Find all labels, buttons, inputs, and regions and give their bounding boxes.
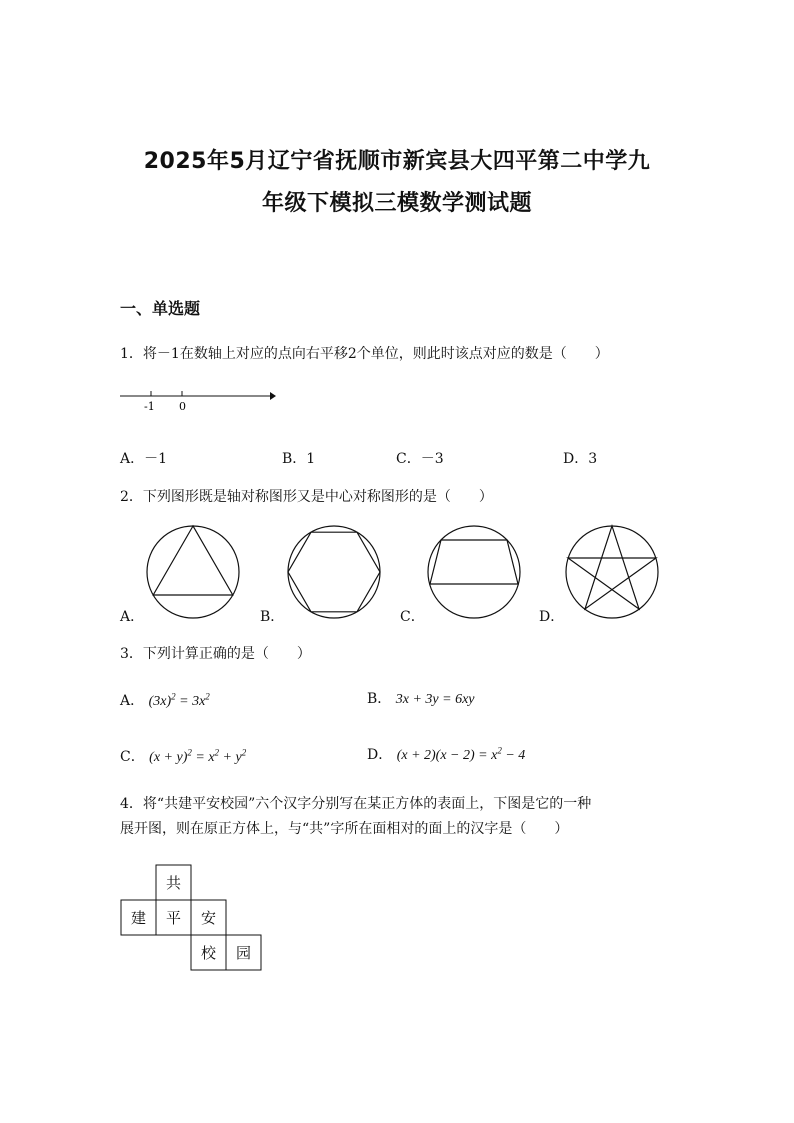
option-value: 1 xyxy=(306,451,316,467)
circle-star-figure[interactable] xyxy=(564,524,660,620)
q2-option-c-label[interactable]: C． xyxy=(400,609,425,625)
option-letter: B． xyxy=(367,691,392,707)
q3-option-d[interactable] xyxy=(367,744,525,764)
question-1-text: 1．将－1在数轴上对应的点向右平移2个单位，则此时该点对应的数是（ ） xyxy=(120,346,609,362)
q1-option-a[interactable] xyxy=(120,448,167,468)
net-cell-yuan: 园 xyxy=(236,944,252,962)
option-letter: B． xyxy=(282,451,307,467)
page-title-line-2: 年级下模拟三模数学测试题 xyxy=(261,191,532,216)
question-4-text-line-1: 4．将“共建平安校园”六个汉字分别写在某正方体的表面上，下图是它的一种 xyxy=(120,796,592,812)
net-cell-gong: 共 xyxy=(166,874,182,892)
option-letter: D． xyxy=(563,451,589,467)
formula-a: $(3x)^2 = 3x^2$ xyxy=(148,691,210,709)
question-3-text: 3．下列计算正确的是（ ） xyxy=(120,646,311,662)
axis-label-minus-1: -1 xyxy=(144,400,155,413)
net-cell-jian: 建 xyxy=(131,909,147,927)
option-letter: C． xyxy=(396,451,421,467)
option-letter: D． xyxy=(367,747,393,763)
option-value: －1 xyxy=(144,451,168,467)
circle-trapezoid-figure[interactable] xyxy=(426,524,522,620)
section-heading: 一、单选题 xyxy=(120,299,201,318)
cube-net xyxy=(120,864,264,974)
circle-triangle-figure[interactable] xyxy=(145,524,241,620)
option-letter: C． xyxy=(120,749,145,765)
option-letter: A． xyxy=(120,693,145,709)
formula-d: $(x + 2)(x - 2) = x^2 - 4$ xyxy=(396,745,526,763)
q2-option-d-label[interactable]: D． xyxy=(539,609,565,625)
formula-c: $(x + y)^2 = x^2 + y^2$ xyxy=(149,747,247,765)
net-cell-xiao: 校 xyxy=(201,944,217,962)
q1-option-d[interactable] xyxy=(563,448,597,468)
question-4-text-line-2: 展开图，则在原正方体上，与“共”字所在面相对的面上的汉字是（ ） xyxy=(120,821,569,837)
q1-option-c[interactable] xyxy=(396,448,444,468)
page-title-line-1: 2025年5月辽宁省抚顺市新宾县大四平第二中学九 xyxy=(143,149,651,174)
q3-option-c[interactable] xyxy=(120,746,246,766)
q1-option-b[interactable] xyxy=(282,448,315,468)
axis-label-0: 0 xyxy=(179,400,186,413)
option-value: －3 xyxy=(420,451,444,467)
option-value: 3 xyxy=(588,451,598,467)
q2-option-b-label[interactable]: B． xyxy=(260,609,285,625)
circle-hexagon-figure[interactable] xyxy=(286,524,382,620)
number-line xyxy=(118,385,278,415)
q3-option-b[interactable] xyxy=(367,688,475,708)
question-2-text: 2．下列图形既是轴对称图形又是中心对称图形的是（ ） xyxy=(120,489,493,505)
net-cell-an: 安 xyxy=(201,909,217,927)
net-cell-ping: 平 xyxy=(166,909,182,927)
q3-option-a[interactable] xyxy=(120,690,210,710)
option-letter: A． xyxy=(120,451,145,467)
formula-b: 3x + 3y = 6xy xyxy=(395,692,475,707)
q2-option-a-label[interactable]: A． xyxy=(120,609,145,625)
